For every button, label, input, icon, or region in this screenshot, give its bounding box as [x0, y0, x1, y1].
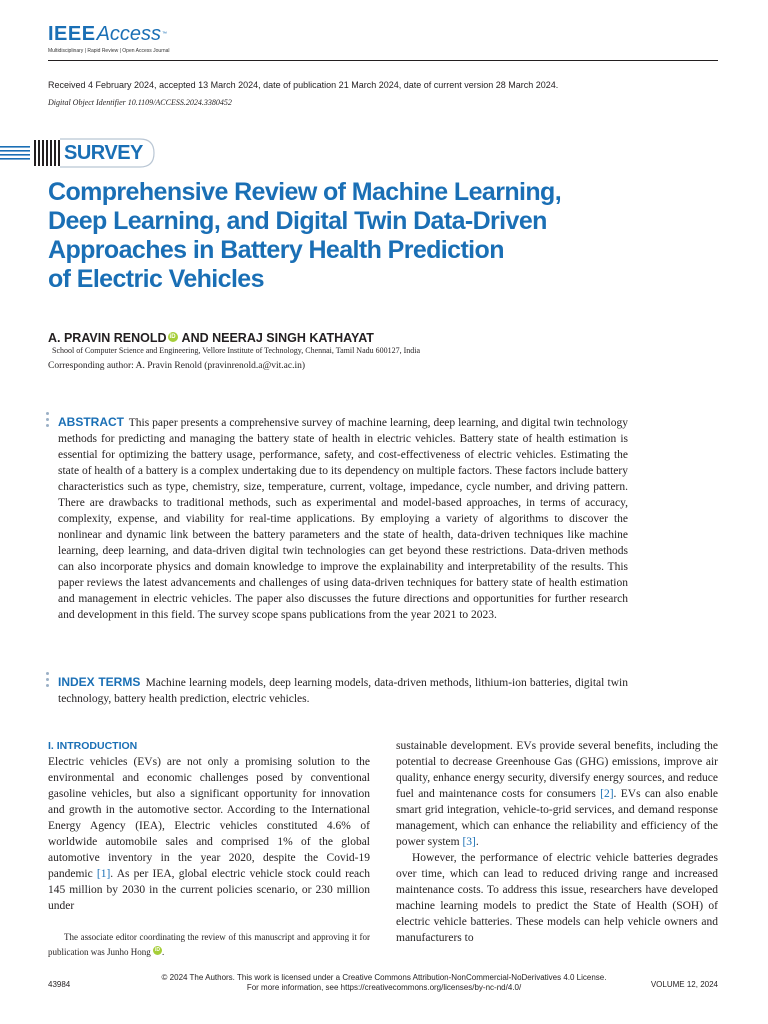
body-text: .	[475, 836, 479, 848]
index-terms-marker-icon	[46, 672, 50, 690]
volume-label: VOLUME 12, 2024	[650, 980, 718, 989]
author-first: A. PRAVIN RENOLD	[48, 331, 167, 345]
abstract-marker-icon	[46, 412, 50, 430]
body-text: . As per IEA, global electric vehicle stock could reach 145 million by 2030 in the current policies scenario, or 230 million under	[48, 868, 371, 912]
left-column	[48, 738, 370, 914]
title-line: of Electric Vehicles	[48, 265, 264, 293]
license-link[interactable]: For more information, see https://creativecommons.org/licenses/by-nc-nd/4.0/	[246, 983, 522, 992]
right-column	[396, 738, 718, 946]
body-text: sustainable development. EVs provide several benefits, including the potential to decrease Greenhouse Gas (GHG) emissions, improve air quality, enhance energy security, diversify energy sources, and reduce fuel and maintenance costs for consumers	[396, 740, 718, 800]
license-line: © 2024 The Authors. This work is licensed under a Creative Commons Attribution-NonCommercial-NoDerivatives 4.0 License.	[161, 973, 607, 982]
citation-link[interactable]: [1]	[96, 868, 111, 880]
doi-line: Digital Object Identifier 10.1109/ACCESS.2024.3380452	[48, 98, 232, 107]
section-heading: I. INTRODUCTION	[48, 740, 138, 752]
abstract-text: This paper presents a comprehensive survey of machine learning, deep learning, and digital twin technology methods for predicting and managing the battery state of health in electric vehicles. Battery state of health estimation is essential for optimizing the battery usage, performance, safety, and cost-effectiveness of electric vehicles. Estimating the state of health of a battery is a complex undertaking due to its dependency on multiple factors. These factors include battery characteristics such as type, chemistry, size, temperature, current, voltage, impedance, cycle number, and driving pattern. There are drawbacks to traditional methods, such as experimental and model-based approaches, in terms of accuracy, complexity, expense, and viability for real-time applications. By employing a variety of algorithms to discover the nonlinear and dynamic link between the battery parameters and the state of health, data-driven techniques like machine learning, deep learning, and data-driven digital twin technologies can get beyond these restrictions. Data-driven methods can also incorporate physics and domain knowledge to improve the explainability and interpretability of the results. This paper reviews the latest advancements and challenges of using data-driven techniques for battery state of health estimation and management in electric vehicles. The paper also discusses the future directions and opportunities for further research and development in this field. The survey scope spans publications from the year 2021 to 2023.	[58, 417, 628, 621]
header-rule	[48, 60, 718, 61]
author-rest: AND NEERAJ SINGH KATHAYAT	[178, 331, 374, 345]
title-line: Deep Learning, and Digital Twin Data-Driven	[48, 207, 547, 235]
footnote-end: .	[162, 947, 165, 957]
abstract	[58, 414, 628, 623]
corresponding-author: Corresponding author: A. Pravin Renold (pravinrenold.a@vit.ac.in)	[48, 361, 306, 371]
journal-logo-text	[48, 24, 170, 44]
journal-tagline: Multidisciplinary | Rapid Review | Open Access Journal	[48, 48, 170, 54]
intro-paragraph-1	[48, 754, 370, 914]
index-terms-text: Machine learning models, deep learning models, data-driven methods, lithium-ion batteries, digital twin technology, battery health prediction, electric vehicles.	[58, 677, 629, 705]
citation-link[interactable]: [3]	[462, 836, 476, 848]
footnote-text: The associate editor coordinating the review of this manuscript and approving it for publication was Junho Hong	[48, 932, 370, 957]
orcid-icon[interactable]: iD	[169, 334, 176, 340]
journal-logo	[48, 24, 170, 54]
trademark-mark: ™	[162, 31, 168, 37]
journal-name-italic: Access	[96, 23, 162, 45]
article-type-label: SURVEY	[64, 142, 143, 164]
orcid-icon[interactable]: iD	[155, 947, 160, 953]
citation-link[interactable]: [2]	[600, 788, 614, 800]
title-line: Approaches in Battery Health Prediction	[48, 236, 504, 264]
journal-name-bold: IEEE	[48, 23, 96, 45]
editor-footnote	[48, 930, 370, 960]
publication-dates: Received 4 February 2024, accepted 13 March 2024, date of publication 21 March 2024, date of current version 28 March 2024.	[48, 80, 559, 90]
intro-paragraph-2: However, the performance of electric vehicle batteries degrades over time, which can lead to reduced driving range and increased maintenance costs. To address this issue, researchers have developed machine learning models to predict the State of Health (SOH) of electric vehicle batteries. These models can help vehicle owners and manufacturers to	[396, 852, 718, 944]
article-type-badge	[0, 136, 160, 170]
intro-paragraph-1-continued	[396, 738, 718, 850]
index-terms-heading: INDEX TERMS	[58, 675, 141, 689]
abstract-heading: ABSTRACT	[58, 415, 124, 429]
page-number: 43984	[48, 980, 71, 989]
affiliation: School of Computer Science and Engineering, Vellore Institute of Technology, Chennai, Tamil Nadu 600127, India	[52, 346, 421, 355]
title-line: Comprehensive Review of Machine Learning,	[48, 178, 562, 206]
author-list	[48, 331, 374, 345]
index-terms	[58, 674, 628, 707]
body-text: Electric vehicles (EVs) are not only a promising solution to the environmental and economic challenges posed by conventional gasoline vehicles, but also a significant opportunity for innovation and growth in the automotive sector. According to the International Energy Agency (IEA), Electric vehicles constituted 4.6% of worldwide automobile sales and comprised 1% of the global automotive inventory in the year 2020, despite the Covid-19 pandemic	[48, 756, 370, 880]
paper-title	[48, 178, 648, 294]
body-text: . EVs can also enable smart grid integration, vehicle-to-grid services, and demand response management, which can enhance the reliability and efficiency of the power system	[396, 788, 719, 848]
